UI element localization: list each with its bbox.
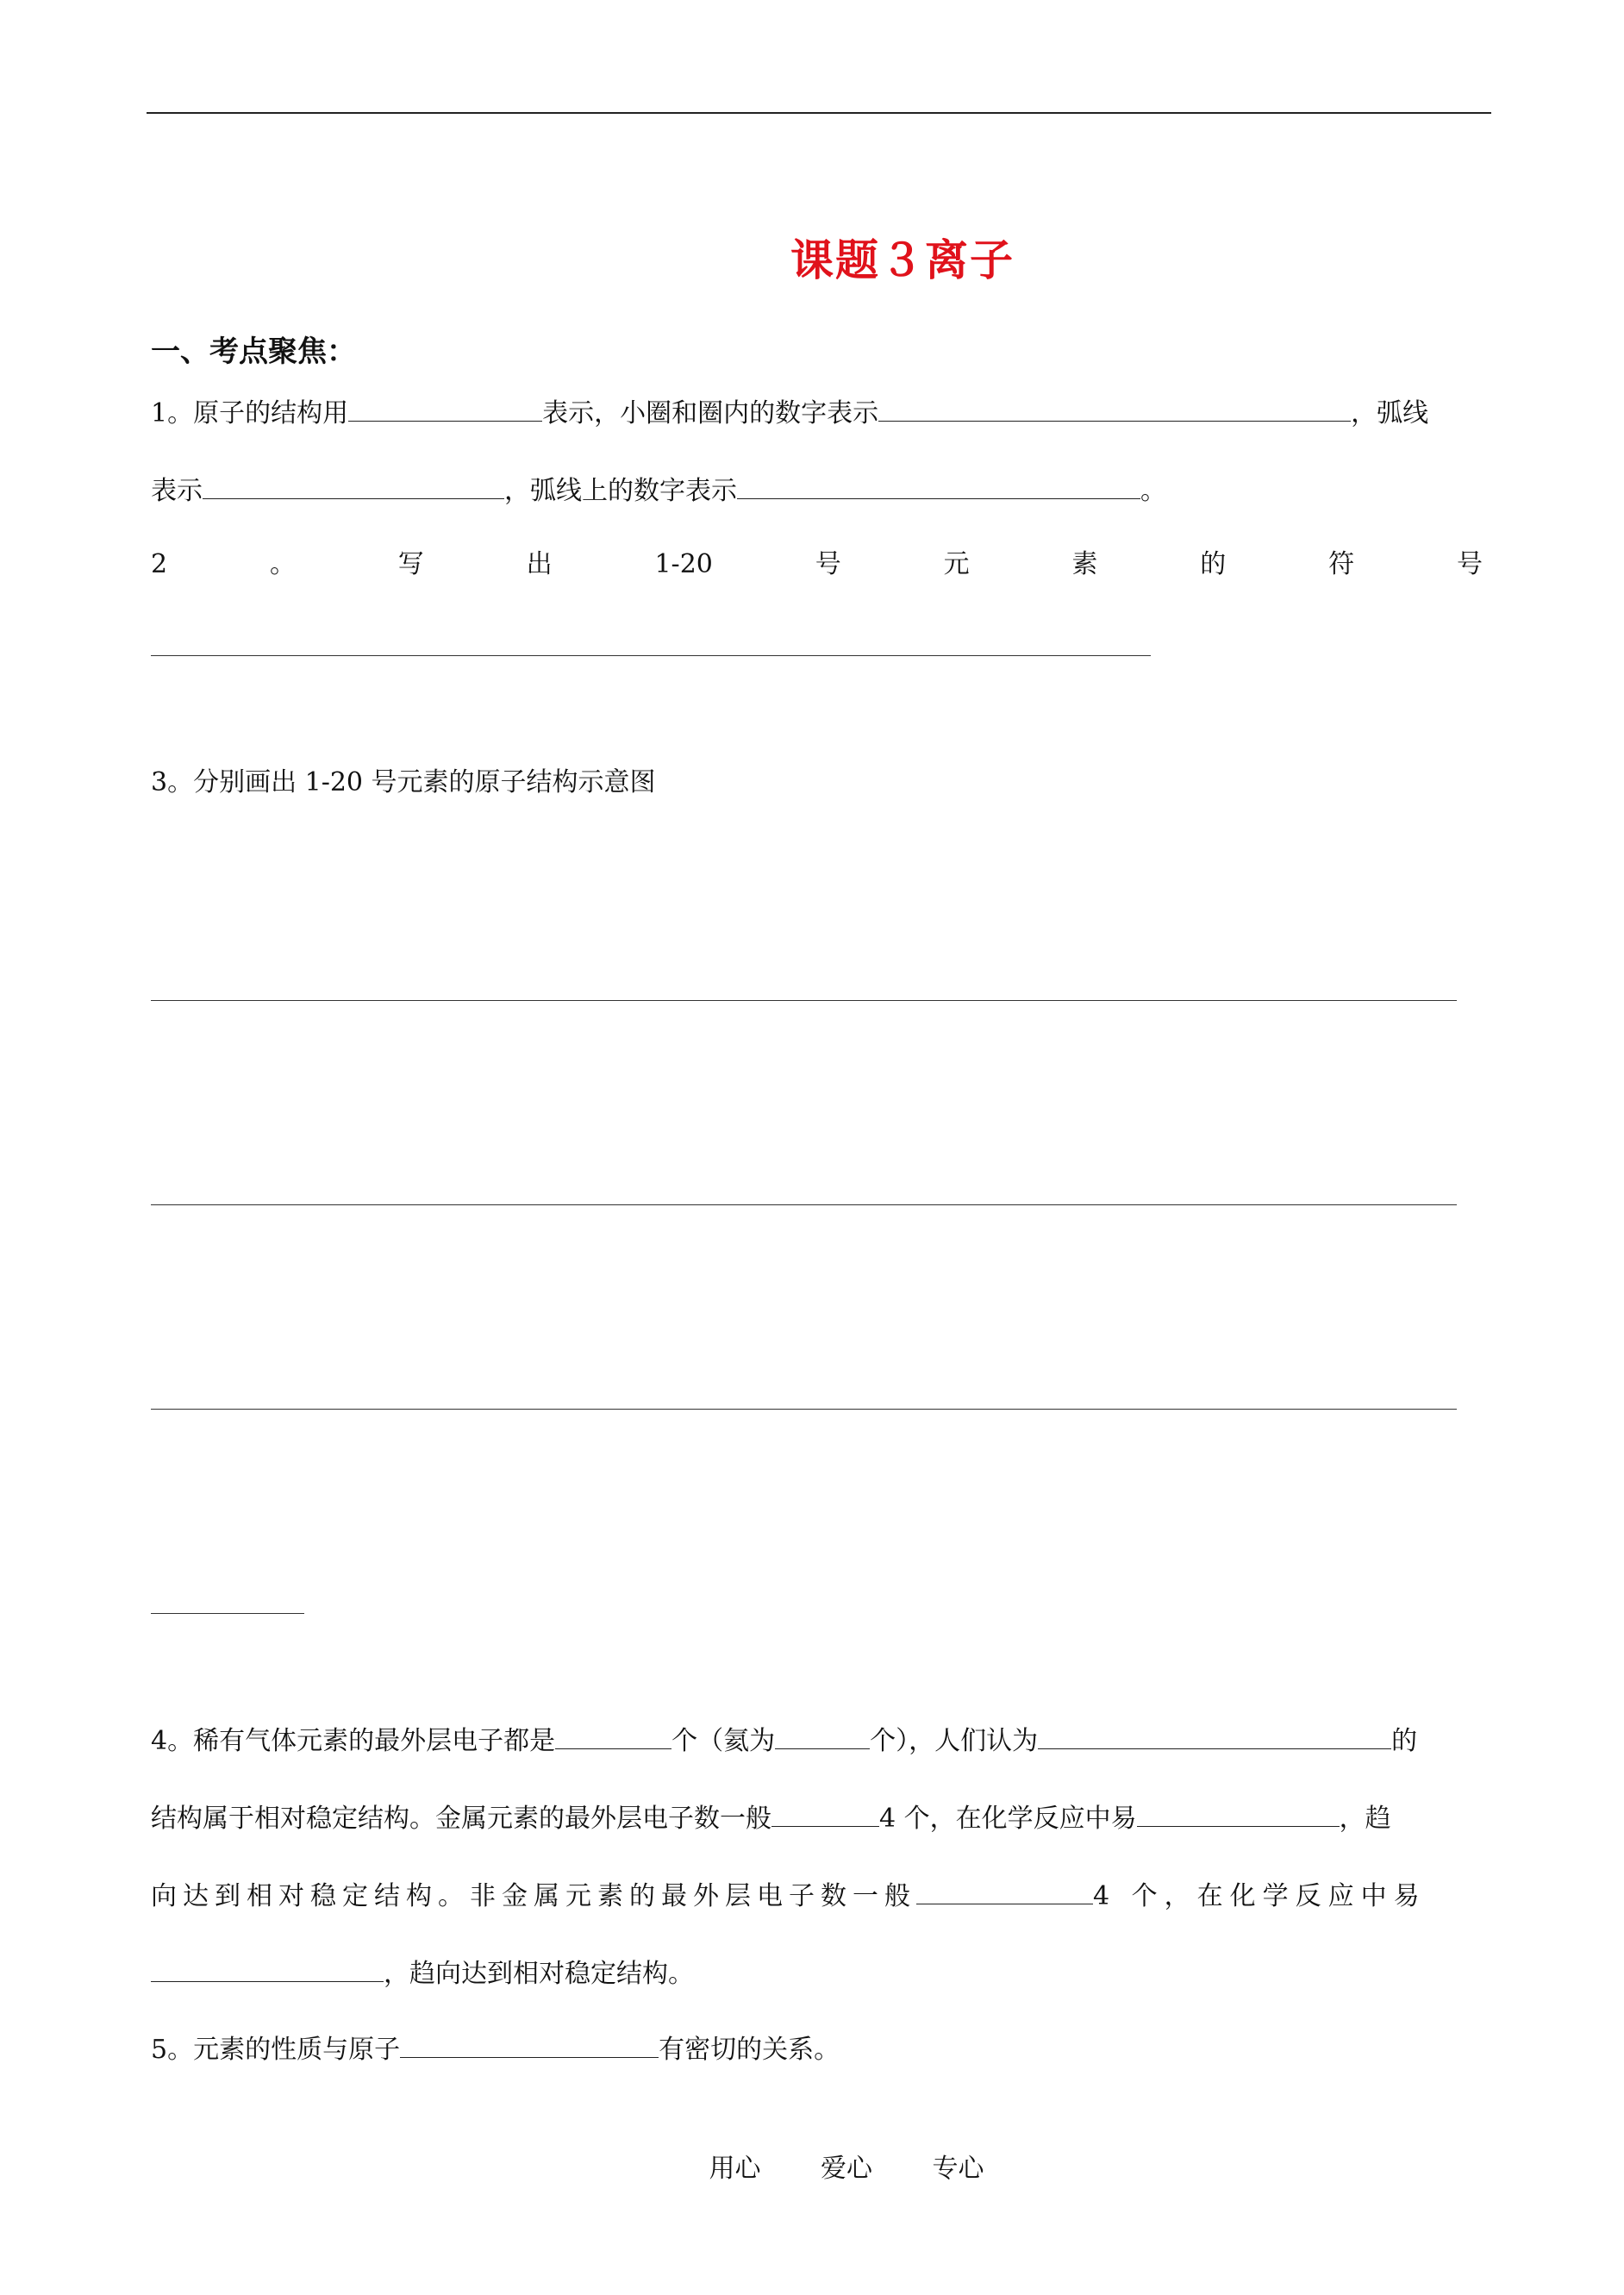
q1-text-5: ，弧线上的数字表示 [504,476,737,506]
q1-line1 [151,395,1428,431]
q4-text-6: 4 个，在化学反应中易 [879,1804,1137,1834]
q2-word: 素 [1071,549,1098,579]
q2-word: 号 [1456,549,1483,579]
q1-blank-4[interactable] [737,472,1140,499]
q5-line [151,2031,840,2067]
q4-text-9: 4 个，在化学反应中易 [1093,1881,1427,1911]
q4-text-4: 的 [1391,1726,1418,1756]
q4-blank-5[interactable] [1137,1800,1340,1827]
footer-word-3: 专心 [932,2154,984,2184]
q2-word: 。 [269,549,296,579]
q3-answer-line-1[interactable] [151,1000,1457,1001]
q4-blank-4[interactable] [771,1800,879,1827]
q3-text: 3。分别画出 1-20 号元素的原子结构示意图 [151,767,656,797]
q1-line2 [151,472,1166,509]
q1-text-3: ，弧线 [1351,398,1429,428]
q4-text-7: ，趋 [1339,1804,1391,1834]
q3-answer-line-3[interactable] [151,1409,1457,1410]
q4-line4 [151,1955,694,1992]
q4-line3 [151,1878,1427,1914]
q1-blank-1[interactable] [348,395,542,422]
q4-blank-7[interactable] [151,1955,384,1982]
q3-answer-line-2[interactable] [151,1204,1457,1205]
q2-word: 号 [815,549,841,579]
q4-text-3: 个），人们认为 [870,1726,1039,1756]
q4-text-10: ，趋向达到相对稳定结构。 [384,1959,694,1989]
footer-word-2: 爱心 [821,2154,872,2184]
page-title: 课题３离子 [790,235,1015,285]
q4-text-5: 结构属于相对稳定结构。金属元素的最外层电子数一般 [151,1804,771,1834]
q2-word: 写 [397,549,424,579]
q2-answer-line[interactable] [151,655,1151,656]
q2-word: 元 [943,549,970,579]
q3-answer-line-4[interactable] [151,1613,304,1614]
q4-text-1: 4。稀有气体元素的最外层电子都是 [151,1726,556,1756]
q2-word: 符 [1328,549,1355,579]
q4-blank-1[interactable] [555,1723,671,1749]
q4-text-8: 向达到相对稳定结构。非金属元素的最外层电子数一般 [151,1881,916,1911]
page-footer [0,2147,1624,2185]
q4-blank-2[interactable] [775,1723,870,1749]
q1-text-2: 表示，小圈和圈内的数字表示 [542,398,879,428]
q5-text-2: 有密切的关系。 [659,2035,840,2065]
q2-line [151,547,1483,582]
q2-word: 2 [151,549,168,579]
q1-text-4: 表示 [151,476,203,506]
q4-blank-6[interactable] [916,1878,1093,1904]
q4-line1 [151,1723,1417,1759]
q5-blank-1[interactable] [400,2031,659,2058]
q1-text-1: 1。原子的结构用 [151,398,349,428]
footer-word-1: 用心 [709,2154,761,2184]
q2-word: 的 [1200,549,1227,579]
q2-word: 1-20 [654,549,713,579]
q5-text-1: 5。元素的性质与原子 [151,2035,401,2065]
q4-line2 [151,1800,1391,1836]
q1-blank-2[interactable] [878,395,1351,422]
q1-text-6: 。 [1140,476,1166,506]
q4-blank-3[interactable] [1038,1723,1391,1749]
q2-word: 出 [526,549,553,579]
header-rule [147,112,1491,114]
q4-text-2: 个（氦为 [671,1726,776,1756]
section-heading: 一、考点聚焦： [151,335,356,369]
q1-blank-3[interactable] [203,472,504,499]
